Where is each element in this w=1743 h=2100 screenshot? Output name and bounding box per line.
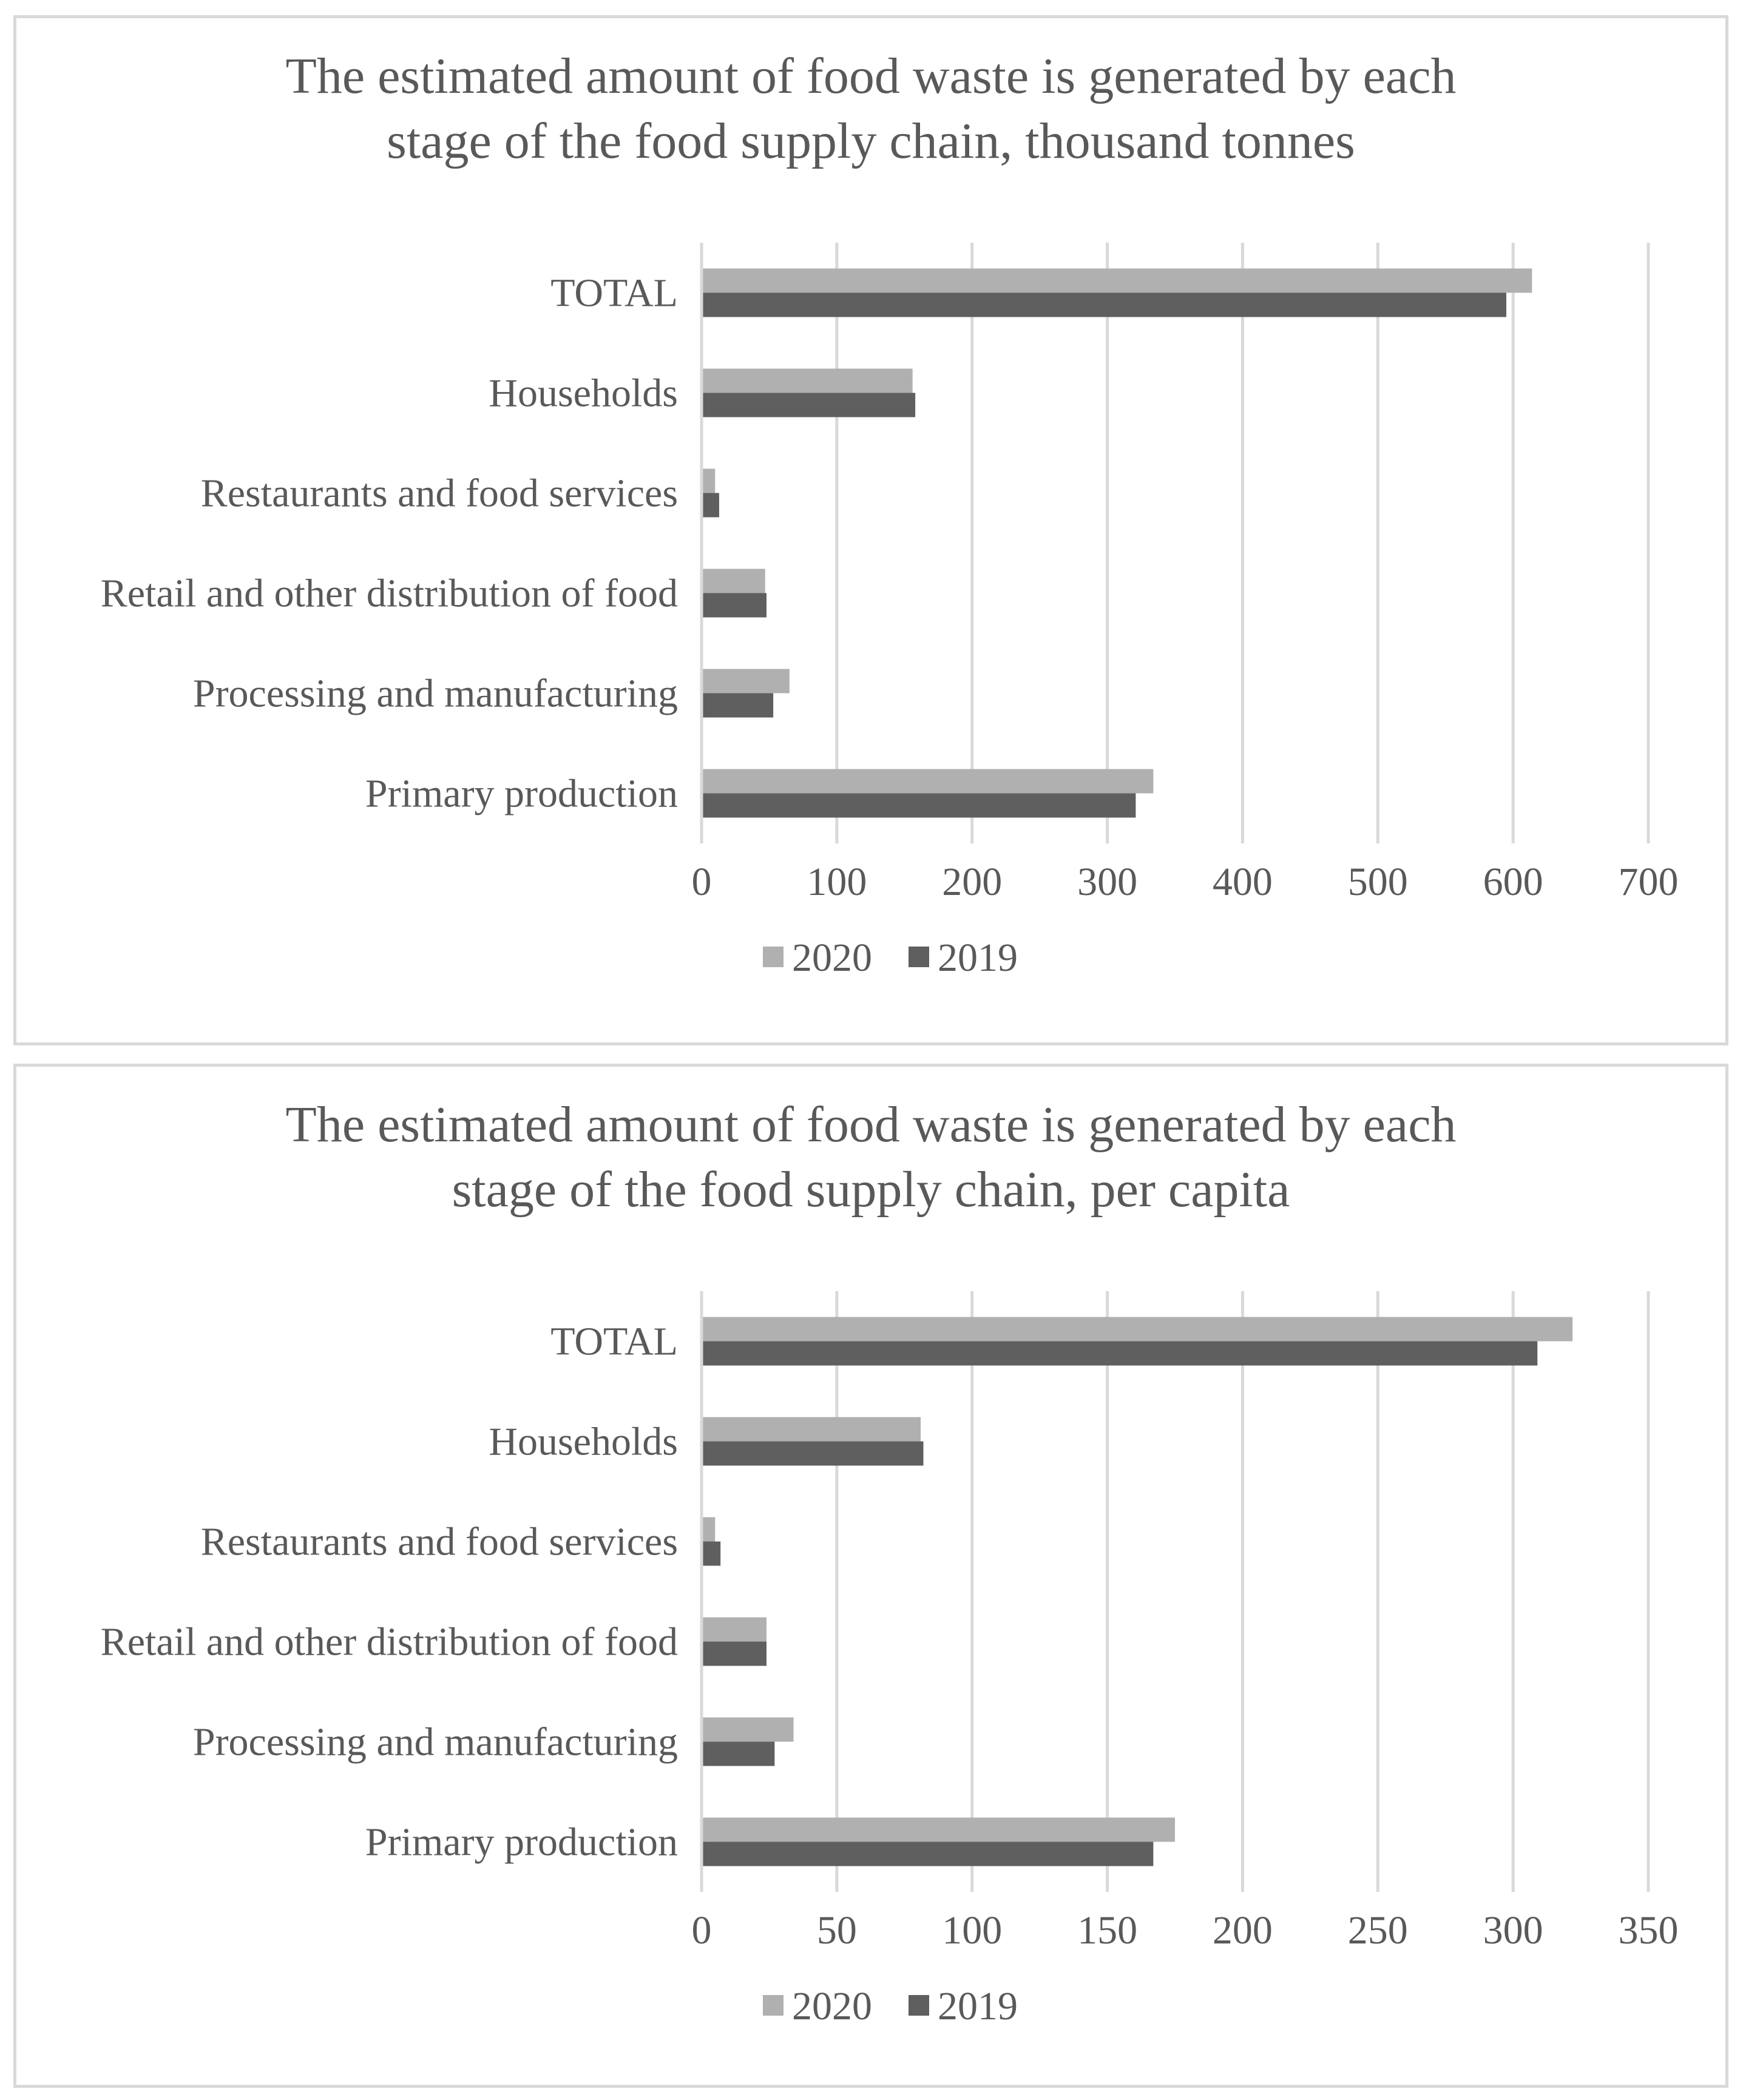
bar-2019 [702, 694, 773, 718]
legend-swatch-2019 [909, 947, 929, 967]
x-tick-label: 700 [1618, 860, 1679, 904]
chart-panel-tonnes [13, 15, 1728, 1045]
x-tick-label: 100 [807, 860, 867, 904]
chart-title-line-1: The estimated amount of food waste is generated by each [285, 48, 1457, 104]
bar-2020 [702, 1618, 767, 1642]
bar-2019 [702, 1442, 923, 1466]
legend-swatch-2019 [909, 1995, 929, 2016]
x-tick-label: 400 [1212, 860, 1273, 904]
category-label: Restaurants and food services [200, 1519, 678, 1564]
x-tick-label: 100 [942, 1908, 1003, 1953]
bar-2020 [702, 369, 913, 393]
chart-per-capita [16, 1067, 1725, 2085]
category-label: Processing and manufacturing [192, 671, 678, 716]
x-tick-label: 600 [1483, 860, 1543, 904]
legend-label-2019: 2019 [938, 936, 1018, 980]
category-label: Households [489, 371, 678, 416]
legend-swatch-2020 [763, 1995, 784, 2016]
category-label: Primary production [365, 1820, 678, 1865]
bar-2020 [702, 1417, 921, 1442]
bar-2019 [702, 1842, 1153, 1866]
bar-2019 [702, 794, 1135, 818]
chart-tonnes [16, 18, 1725, 1042]
legend-label-2020: 2020 [792, 1984, 872, 2028]
x-tick-label: 0 [691, 860, 712, 904]
bar-2019 [702, 1742, 774, 1766]
bar-2020 [702, 269, 1532, 293]
bar-2019 [702, 293, 1506, 317]
category-label: Restaurants and food services [200, 471, 678, 516]
bar-2020 [702, 769, 1153, 794]
category-label: Processing and manufacturing [192, 1720, 678, 1764]
bar-2020 [702, 569, 765, 593]
bar-2020 [702, 1518, 715, 1542]
bar-2019 [702, 1542, 720, 1566]
x-tick-label: 150 [1077, 1908, 1138, 1953]
bar-2020 [702, 469, 715, 493]
legend-label-2020: 2020 [792, 936, 872, 980]
x-tick-label: 200 [1212, 1908, 1273, 1953]
bar-2020 [702, 1317, 1572, 1342]
x-tick-label: 0 [691, 1908, 712, 1953]
bar-2019 [702, 393, 915, 417]
bar-2019 [702, 1642, 767, 1666]
bar-2019 [702, 1342, 1537, 1366]
category-label: Retail and other distribution of food [100, 571, 678, 616]
category-label: TOTAL [550, 1319, 678, 1364]
x-tick-label: 250 [1347, 1908, 1408, 1953]
x-tick-label: 500 [1347, 860, 1408, 904]
legend-swatch-2020 [763, 947, 784, 967]
x-tick-label: 50 [816, 1908, 857, 1953]
bar-2020 [702, 1818, 1175, 1842]
x-tick-label: 350 [1618, 1908, 1679, 1953]
bar-2020 [702, 1718, 794, 1742]
bar-2020 [702, 669, 790, 694]
x-tick-label: 300 [1077, 860, 1138, 904]
x-tick-label: 300 [1483, 1908, 1543, 1953]
chart-title-line-2: stage of the food supply chain, thousand tonnes [387, 113, 1355, 169]
bar-2019 [702, 593, 767, 618]
chart-title-line-2: stage of the food supply chain, per capita [452, 1161, 1290, 1218]
category-label: Households [489, 1419, 678, 1464]
chart-panel-per-capita [13, 1064, 1728, 2088]
bar-2019 [702, 493, 719, 518]
category-label: Retail and other distribution of food [100, 1619, 678, 1664]
legend-label-2019: 2019 [938, 1984, 1018, 2028]
x-tick-label: 200 [942, 860, 1003, 904]
category-label: TOTAL [550, 271, 678, 316]
category-label: Primary production [365, 771, 678, 816]
chart-title-line-1: The estimated amount of food waste is generated by each [285, 1096, 1457, 1153]
